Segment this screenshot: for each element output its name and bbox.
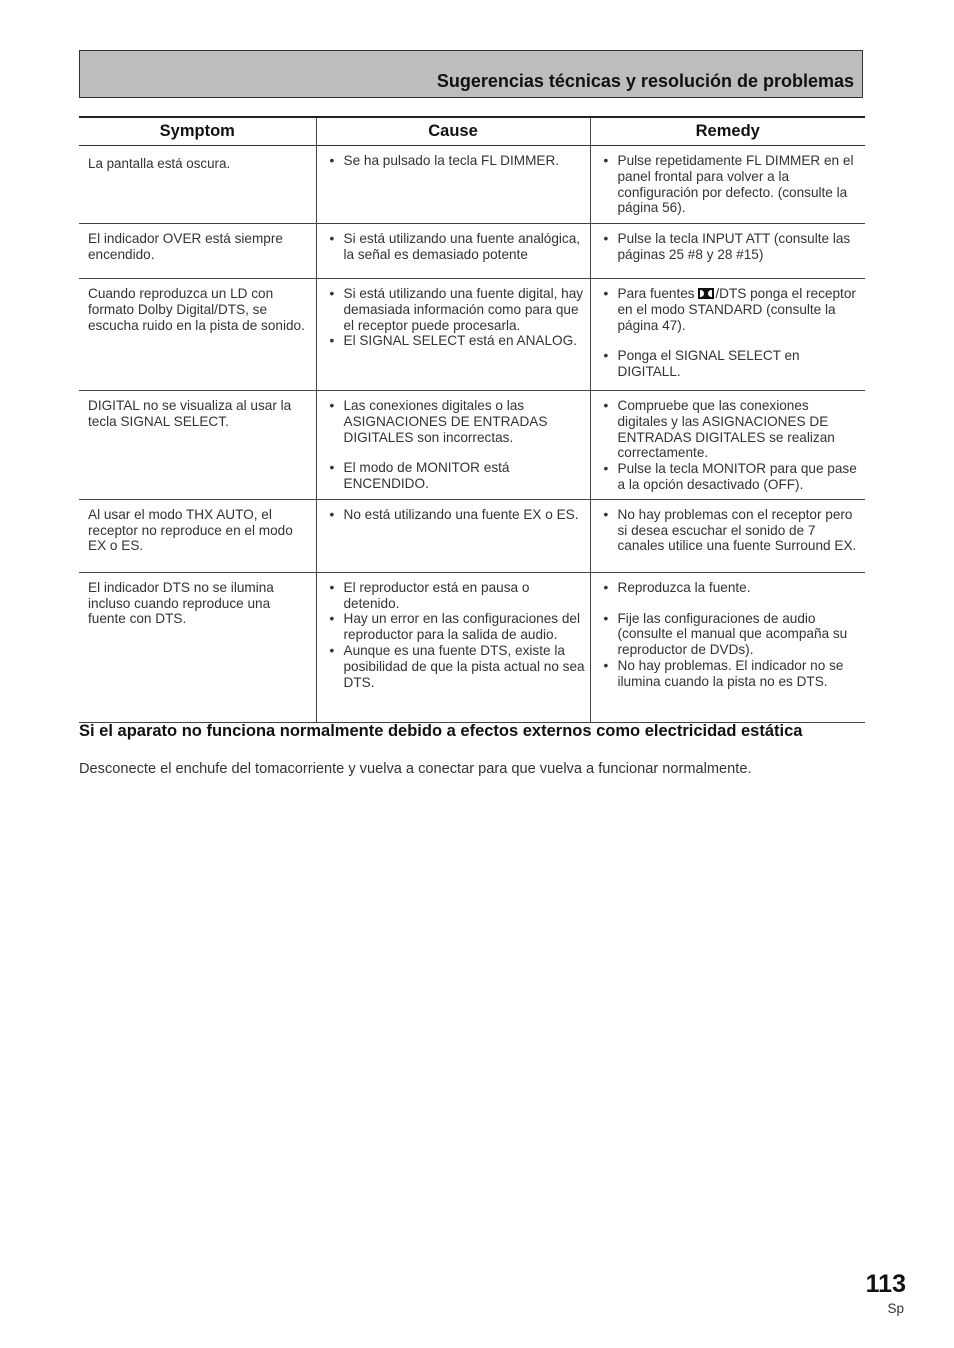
remedy-item: • Pulse la tecla MONITOR para que pase a la opción desactivado (OFF). — [600, 461, 862, 493]
remedy-cell — [590, 279, 865, 391]
table-row — [79, 279, 865, 391]
cause-list — [326, 153, 586, 169]
cause-item: • Hay un error en las configuraciones del reproductor para la salida de audio. — [326, 611, 586, 643]
cause-cell — [316, 499, 590, 572]
remedy-list — [600, 286, 862, 380]
remedy-text-suffix: /DTS ponga el receptor en el modo STANDARD (consulte la página 47). — [617, 286, 856, 333]
troubleshooting-table — [79, 116, 865, 723]
remedy-list — [600, 398, 862, 493]
cause-cell — [316, 279, 590, 391]
cause-item: • El modo de MONITOR está ENCENDIDO. — [326, 460, 586, 492]
cause-list — [326, 398, 586, 492]
cause-item: • Si está utilizando una fuente digital, hay demasiada información como para que el receptor puede procesarla. — [326, 286, 586, 333]
symptom-cell: DIGITAL no se visualiza al usar la tecla SIGNAL SELECT. — [79, 391, 316, 500]
table-row — [79, 572, 865, 722]
symptom-cell: Cuando reproduzca un LD con formato Dolby Digital/DTS, se escucha ruido en la pista de sonido. — [79, 279, 316, 391]
cause-cell — [316, 572, 590, 722]
remedy-cell — [590, 572, 865, 722]
column-header-cause: Cause — [316, 117, 590, 146]
remedy-cell — [590, 146, 865, 224]
symptom-cell: La pantalla está oscura. — [79, 146, 316, 224]
remedy-item: • No hay problemas. El indicador no se ilumina cuando la pista no es DTS. — [600, 658, 862, 690]
column-header-remedy: Remedy — [590, 117, 865, 146]
remedy-list — [600, 231, 862, 263]
table-header-row — [79, 117, 865, 146]
remedy-item: • Compruebe que las conexiones digitales y las ASIGNACIONES DE ENTRADAS DIGITALES se realizan correctamente. — [600, 398, 862, 461]
static-electricity-body: Desconecte el enchufe del tomacorriente y vuelva a conectar para que vuelva a funcionar normalmente. — [79, 761, 752, 777]
column-header-symptom: Symptom — [79, 117, 316, 146]
language-code: Sp — [887, 1301, 904, 1316]
cause-item: • Si está utilizando una fuente analógica, la señal es demasiado potente — [326, 231, 586, 263]
remedy-item: • Reproduzca la fuente. — [600, 580, 862, 596]
cause-cell — [316, 391, 590, 500]
cause-list — [326, 507, 586, 523]
remedy-item: • Pulse la tecla INPUT ATT (consulte las páginas 25 #8 y 28 #15) — [600, 231, 862, 263]
table-row — [79, 499, 865, 572]
symptom-cell: El indicador DTS no se ilumina incluso cuando reproduce una fuente con DTS. — [79, 572, 316, 722]
cause-cell — [316, 224, 590, 279]
remedy-item: • Ponga el SIGNAL SELECT en DIGITALL. — [600, 348, 862, 380]
remedy-item: • No hay problemas con el receptor pero si desea escuchar el sonido de 7 canales utilice una fuente Surround EX. — [600, 507, 862, 554]
remedy-list — [600, 153, 862, 216]
table-row — [79, 391, 865, 500]
table-row — [79, 146, 865, 224]
cause-list — [326, 286, 586, 349]
cause-item: • Las conexiones digitales o las ASIGNACIONES DE ENTRADAS DIGITALES son incorrectas. — [326, 398, 586, 445]
page-number: 113 — [865, 1270, 906, 1298]
remedy-cell — [590, 499, 865, 572]
cause-item: • El SIGNAL SELECT está en ANALOG. — [326, 333, 586, 349]
symptom-cell: Al usar el modo THX AUTO, el receptor no reproduce en el modo EX o ES. — [79, 499, 316, 572]
remedy-item — [600, 286, 862, 333]
section-header-bar — [79, 50, 863, 98]
table-row — [79, 224, 865, 279]
page-title: Sugerencias técnicas y resolución de problemas — [436, 71, 854, 91]
cause-list — [326, 231, 586, 263]
remedy-item: • Pulse repetidamente FL DIMMER en el panel frontal para volver a la configuración por defecto. (consulte la página 56). — [600, 153, 862, 216]
cause-item: • No está utilizando una fuente EX o ES. — [326, 507, 586, 523]
static-electricity-heading: Si el aparato no funciona normalmente debido a efectos externos como electricidad estática — [79, 722, 803, 740]
remedy-list — [600, 507, 862, 554]
remedy-cell — [590, 224, 865, 279]
remedy-text-prefix: Para fuentes — [617, 286, 699, 301]
cause-item: • El reproductor está en pausa o detenido. — [326, 580, 586, 612]
remedy-item: • Fije las configuraciones de audio (consulte el manual que acompaña su reproductor de DVDs). — [600, 611, 862, 658]
symptom-cell: El indicador OVER está siempre encendido. — [79, 224, 316, 279]
remedy-cell — [590, 391, 865, 500]
cause-item: • Se ha pulsado la tecla FL DIMMER. — [326, 153, 586, 169]
dolby-digital-logo-icon — [698, 288, 714, 299]
cause-cell — [316, 146, 590, 224]
remedy-list — [600, 580, 862, 690]
cause-item: • Aunque es una fuente DTS, existe la posibilidad de que la pista actual no sea DTS. — [326, 643, 586, 690]
cause-list — [326, 580, 586, 691]
